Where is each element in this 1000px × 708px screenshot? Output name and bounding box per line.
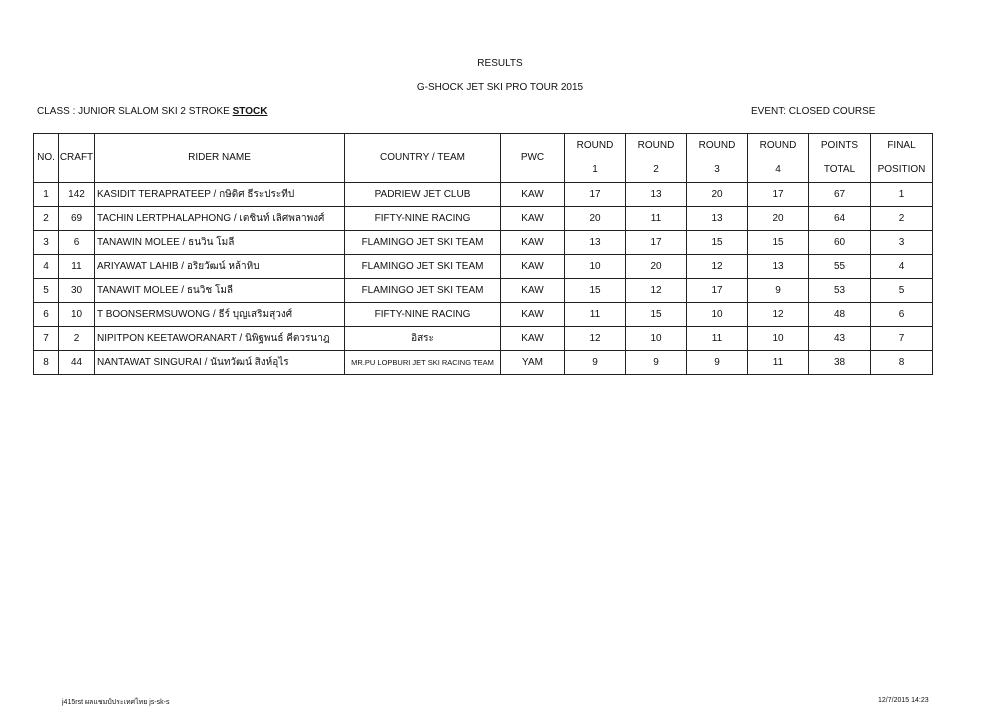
cell-craft: 2 xyxy=(59,327,95,351)
final-label: FINAL xyxy=(887,140,916,151)
cell-round-4: 17 xyxy=(748,183,809,207)
points-label: POINTS xyxy=(820,140,859,151)
round-number: 3 xyxy=(714,164,720,175)
round-label: ROUND xyxy=(637,140,675,151)
header-row xyxy=(34,134,933,183)
cell-round-2: 15 xyxy=(626,303,687,327)
cell-position: 6 xyxy=(871,303,933,327)
cell-total: 64 xyxy=(809,207,871,231)
cell-round-3: 20 xyxy=(687,183,748,207)
round-number: 4 xyxy=(775,164,781,175)
cell-total: 38 xyxy=(809,351,871,375)
cell-team: FLAMINGO JET SKI TEAM xyxy=(345,231,501,255)
cell-round-2: 11 xyxy=(626,207,687,231)
cell-round-1: 10 xyxy=(565,255,626,279)
class-prefix: CLASS : JUNIOR SLALOM SKI 2 STROKE xyxy=(37,106,233,117)
event-subtitle: G-SHOCK JET SKI PRO TOUR 2015 xyxy=(416,82,584,93)
col-points-total xyxy=(809,134,871,183)
round-number: 2 xyxy=(653,164,659,175)
cell-position: 3 xyxy=(871,231,933,255)
table-row xyxy=(34,207,933,231)
cell-round-1: 12 xyxy=(565,327,626,351)
col-craft: CRAFT xyxy=(59,134,95,183)
col-rider: RIDER NAME xyxy=(95,134,345,183)
cell-total: 55 xyxy=(809,255,871,279)
cell-round-3: 10 xyxy=(687,303,748,327)
position-label: POSITION xyxy=(877,164,926,175)
cell-position: 5 xyxy=(871,279,933,303)
cell-round-4: 20 xyxy=(748,207,809,231)
cell-pwc: KAW xyxy=(501,279,565,303)
cell-total: 67 xyxy=(809,183,871,207)
table-row xyxy=(34,231,933,255)
cell-rider: ARIYAWAT LAHIB / อริยวัฒน์ หล้าหิบ xyxy=(95,255,345,279)
cell-craft: 30 xyxy=(59,279,95,303)
cell-round-4: 11 xyxy=(748,351,809,375)
cell-team: MR.PU LOPBURI JET SKI RACING TEAM xyxy=(345,351,501,375)
table-row xyxy=(34,255,933,279)
total-label: TOTAL xyxy=(823,164,856,175)
cell-no: 2 xyxy=(34,207,59,231)
cell-round-3: 13 xyxy=(687,207,748,231)
cell-round-3: 17 xyxy=(687,279,748,303)
cell-round-4: 9 xyxy=(748,279,809,303)
col-round-1 xyxy=(565,134,626,183)
table-row xyxy=(34,351,933,375)
cell-pwc: KAW xyxy=(501,183,565,207)
cell-round-4: 10 xyxy=(748,327,809,351)
table-row xyxy=(34,279,933,303)
round-label: ROUND xyxy=(759,140,797,151)
cell-no: 4 xyxy=(34,255,59,279)
page-title: RESULTS xyxy=(477,58,523,69)
class-stock: STOCK xyxy=(232,106,268,117)
cell-craft: 142 xyxy=(59,183,95,207)
cell-craft: 6 xyxy=(59,231,95,255)
cell-team: FIFTY-NINE RACING xyxy=(345,303,501,327)
col-team: COUNTRY / TEAM xyxy=(345,134,501,183)
results-table xyxy=(33,133,933,375)
cell-round-4: 13 xyxy=(748,255,809,279)
cell-round-3: 12 xyxy=(687,255,748,279)
round-label: ROUND xyxy=(698,140,736,151)
cell-position: 1 xyxy=(871,183,933,207)
col-no: NO. xyxy=(34,134,59,183)
cell-rider: TACHIN LERTPHALAPHONG / เตชินท์ เลิศพลาพงศ์ xyxy=(95,207,345,231)
cell-round-2: 10 xyxy=(626,327,687,351)
cell-rider: TANAWIN MOLEE / ธนวิน โมลี xyxy=(95,231,345,255)
footer-filename: j415rst ผลแชมป์ประเทศไทย js-sk-s xyxy=(62,699,170,706)
cell-round-1: 11 xyxy=(565,303,626,327)
cell-round-4: 15 xyxy=(748,231,809,255)
cell-round-1: 9 xyxy=(565,351,626,375)
table-row xyxy=(34,327,933,351)
cell-position: 8 xyxy=(871,351,933,375)
cell-craft: 10 xyxy=(59,303,95,327)
round-number: 1 xyxy=(592,164,598,175)
table-row xyxy=(34,303,933,327)
cell-round-1: 17 xyxy=(565,183,626,207)
cell-pwc: KAW xyxy=(501,303,565,327)
cell-round-2: 12 xyxy=(626,279,687,303)
cell-position: 2 xyxy=(871,207,933,231)
round-label: ROUND xyxy=(576,140,614,151)
cell-round-2: 9 xyxy=(626,351,687,375)
col-final-position xyxy=(871,134,933,183)
cell-round-3: 15 xyxy=(687,231,748,255)
cell-total: 60 xyxy=(809,231,871,255)
cell-round-3: 9 xyxy=(687,351,748,375)
cell-total: 48 xyxy=(809,303,871,327)
cell-position: 7 xyxy=(871,327,933,351)
cell-craft: 69 xyxy=(59,207,95,231)
cell-round-4: 12 xyxy=(748,303,809,327)
cell-team: อิสระ xyxy=(345,327,501,351)
cell-round-1: 20 xyxy=(565,207,626,231)
cell-craft: 11 xyxy=(59,255,95,279)
cell-round-1: 15 xyxy=(565,279,626,303)
cell-rider: NANTAWAT SINGURAI / นันทวัฒน์ สิงห์อุไร xyxy=(95,351,345,375)
cell-total: 53 xyxy=(809,279,871,303)
cell-rider: T BOONSERMSUWONG / ธีร์ บุญเสริมสุวงศ์ xyxy=(95,303,345,327)
cell-team: PADRIEW JET CLUB xyxy=(345,183,501,207)
cell-rider: TANAWIT MOLEE / ธนวิช โมลี xyxy=(95,279,345,303)
cell-position: 4 xyxy=(871,255,933,279)
cell-team: FIFTY-NINE RACING xyxy=(345,207,501,231)
footer-timestamp: 12/7/2015 14:23 xyxy=(878,697,929,704)
cell-round-2: 20 xyxy=(626,255,687,279)
cell-round-2: 17 xyxy=(626,231,687,255)
cell-total: 43 xyxy=(809,327,871,351)
cell-no: 7 xyxy=(34,327,59,351)
cell-round-3: 11 xyxy=(687,327,748,351)
class-label xyxy=(37,106,267,117)
col-round-2 xyxy=(626,134,687,183)
table-row xyxy=(34,183,933,207)
cell-round-1: 13 xyxy=(565,231,626,255)
cell-no: 8 xyxy=(34,351,59,375)
cell-pwc: KAW xyxy=(501,231,565,255)
cell-rider: NIPITPON KEETAWORANART / นิพิฐพนธ์ คีตวรนาฎ xyxy=(95,327,345,351)
cell-pwc: KAW xyxy=(501,207,565,231)
cell-no: 6 xyxy=(34,303,59,327)
col-round-4 xyxy=(748,134,809,183)
cell-team: FLAMINGO JET SKI TEAM xyxy=(345,279,501,303)
cell-no: 3 xyxy=(34,231,59,255)
event-label: EVENT: CLOSED COURSE xyxy=(751,106,876,117)
cell-pwc: KAW xyxy=(501,327,565,351)
cell-pwc: YAM xyxy=(501,351,565,375)
cell-craft: 44 xyxy=(59,351,95,375)
cell-rider: KASIDIT TERAPRATEEP / กษิดิศ ธีระประทีป xyxy=(95,183,345,207)
cell-no: 1 xyxy=(34,183,59,207)
col-pwc: PWC xyxy=(501,134,565,183)
cell-round-2: 13 xyxy=(626,183,687,207)
cell-pwc: KAW xyxy=(501,255,565,279)
cell-no: 5 xyxy=(34,279,59,303)
cell-team: FLAMINGO JET SKI TEAM xyxy=(345,255,501,279)
col-round-3 xyxy=(687,134,748,183)
